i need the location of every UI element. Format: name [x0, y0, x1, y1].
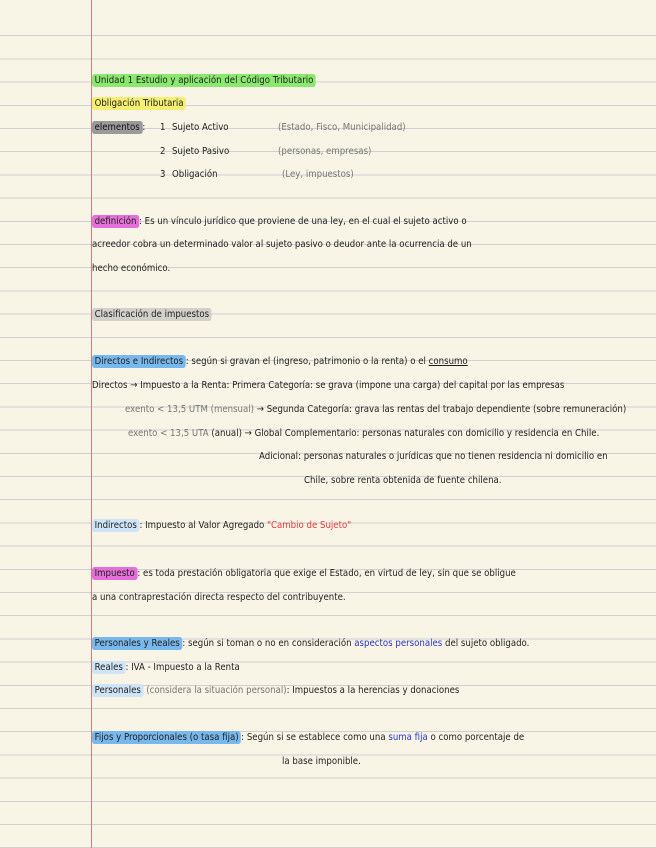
impuesto-line-1: Impuesto : es toda prestación obligatoria que exige el Estado, en virtud de ley, sin que se obligue: [92, 567, 585, 581]
elemento-note: (personas, empresas): [278, 146, 372, 157]
subtitle: Obligación Tributaria: [92, 97, 186, 110]
directos-label: Directos e Indirectos: [92, 355, 186, 368]
clasificacion-label: Clasificación de impuestos: [92, 308, 212, 321]
global-complementario-row: exento < 13,5 UTA (anual) → Global Complementario: personas naturales con domicilio y residencia en Chile.: [128, 428, 600, 439]
fijos-line-2: la base imponible.: [282, 756, 361, 767]
directos-row: Directos e Indirectos : según si gravan el (ingreso, patrimonio o la renta) o el consumo: [92, 355, 529, 369]
elemento-item: 1 Sujeto Activo: [160, 122, 229, 133]
subtitle-row: [92, 97, 201, 111]
reales-label: Reales: [92, 661, 125, 674]
unit-title-row: [92, 74, 352, 88]
personales-label: Personales: [92, 684, 143, 697]
segunda-categoria-row: exento < 13,5 UTM (mensual) → Segunda Categoría: grava las rentas del trabajo dependiente (sobre remuneración): [125, 404, 627, 415]
directos-line-2: Directos → Impuesto a la Renta: Primera Categoría: se grava (impone una carga) del capital por las empresas: [92, 380, 565, 391]
definicion-line-2: acreedor cobra un determinado valor al sujeto pasivo o deudor ante la ocurrencia de un: [92, 239, 472, 250]
definicion-line-3: hecho económico.: [92, 263, 171, 274]
definicion-label: definición: [92, 215, 139, 228]
unit-title: Unidad 1 Estudio y aplicación del Código Tributario: [92, 74, 316, 87]
impuesto-line-2: a una contraprestación directa respecto del contribuyente.: [92, 592, 346, 603]
fijos-row: Fijos y Proporcionales (o tasa fija) : Según si se establece como una suma fija o como porcentaje de: [92, 731, 595, 745]
elementos-label: elementos: [92, 121, 142, 134]
elemento-item: 3 Obligación: [160, 169, 218, 180]
impuesto-label: Impuesto: [92, 567, 137, 580]
personales-reales-row: Personales y Reales : según si toman o no en consideración aspectos personales del sujeto obligado.: [92, 637, 601, 651]
elemento-note: (Ley, impuestos): [282, 169, 354, 180]
personales-row: Personales (considera la situación personal): Impuestos a la herencias y donaciones: [92, 684, 519, 698]
definicion-line-1: definición : Es un vínculo jurídico que proviene de una ley, en el cual el sujeto activo o: [92, 215, 528, 229]
reales-row: Reales : IVA - Impuesto a la Renta: [92, 661, 264, 675]
fijos-label: Fijos y Proporcionales (o tasa fija): [92, 731, 241, 744]
adicional-line-1: Adicional: personas naturales o jurídicas que no tienen residencia ni domicilio en: [259, 451, 608, 462]
elemento-note: (Estado, Fisco, Municipalidad): [278, 122, 406, 133]
clasificacion-row: [92, 308, 231, 322]
indirectos-label: Indirectos: [92, 519, 139, 532]
adicional-line-2: Chile, sobre renta obtenida de fuente chilena.: [304, 475, 502, 486]
elementos-row-1: elementos :: [92, 121, 154, 135]
elemento-item: 2 Sujeto Pasivo: [160, 146, 230, 157]
indirectos-row: Indirectos : Impuesto al Valor Agregado "Cambio de Sujeto": [92, 519, 393, 533]
personales-reales-label: Personales y Reales: [92, 637, 182, 650]
